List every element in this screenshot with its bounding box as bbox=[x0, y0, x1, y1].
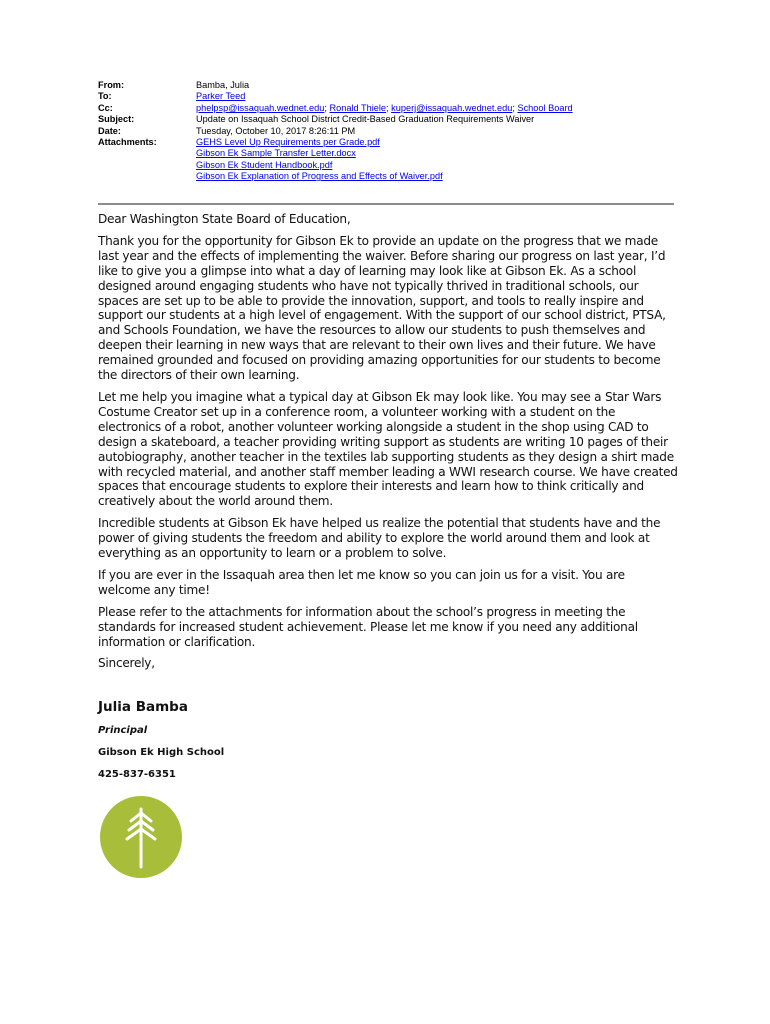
email-header bbox=[98, 80, 674, 183]
subject-label: Subject: bbox=[98, 114, 135, 125]
cc-link-ronald-thiele[interactable]: Ronald Thiele bbox=[329, 102, 387, 113]
letter-body bbox=[98, 212, 678, 678]
signature-school: Gibson Ek High School bbox=[98, 747, 225, 758]
attachments-row bbox=[98, 137, 674, 183]
from-label: From: bbox=[98, 80, 125, 90]
salutation: Dear Washington State Board of Education, bbox=[98, 212, 351, 226]
closing: Sincerely, bbox=[98, 656, 155, 671]
cc-row bbox=[98, 103, 674, 114]
paragraph-1: Thank you for the opportunity for Gibson Ek to provide an update on the progress that we made last year and the effects of implementing the waiver. Before sharing our progress on last year, I’d like to give you a glimpse into what a day of learning may look like at Gibson Ek. As a school designed around engaging students who have not typically thrived in traditional schools, our spaces are set up to be able to provide the innovation, support, and tools to really inspire and support our students at a high level of engagement. With the support of our school district, PTSA, and Schools Foundation, we have the resources to allow our students to push themselves and deepen their learning in new ways that are relevant to their own lives and their future. We have remained grounded and focused on providing amazing opportunities for our students to become the directors of their own learning. bbox=[98, 233, 666, 383]
date-label: Date: bbox=[98, 125, 121, 136]
tree-logo-icon bbox=[99, 795, 183, 879]
subject-value: Update on Issaquah School District Credit-Based Graduation Requirements Waiver bbox=[196, 114, 535, 125]
to-link[interactable]: Parker Teed bbox=[196, 91, 246, 102]
date-row bbox=[98, 126, 674, 137]
attachment-link[interactable]: Gibson Ek Explanation of Progress and Effects of Waiver.pdf bbox=[196, 171, 443, 182]
paragraph-2: Let me help you imagine what a typical day at Gibson Ek may look like. You may see a Star Wars Costume Creator set up in a conference room, a volunteer working with a student on the electronics of a robot, another volunteer working alongside a student in the shop using CAD to design a skateboard, a teacher providing writing support as students are writing 10 pages of their autobiography, another teacher in the textiles lab supporting students as they design a shirt made with recycled material, and another staff member leading a WWI research course. We have created spaces that encourage students to explore their interests and learn how to think critically and creatively about the world around them. bbox=[98, 389, 678, 509]
cc-separator: ; bbox=[512, 102, 515, 113]
to-label: To: bbox=[98, 91, 112, 102]
to-row bbox=[98, 91, 674, 102]
attachments-label: Attachments: bbox=[98, 137, 157, 148]
paragraph-4: If you are ever in the Issaquah area then let me know so you can join us for a visit. You are welcome any time! bbox=[98, 567, 625, 597]
attachment-link[interactable]: Gibson Ek Student Handbook.pdf bbox=[196, 159, 333, 170]
cc-separator: ; bbox=[324, 102, 327, 113]
paragraph-3: Incredible students at Gibson Ek have helped us realize the potential that students have and the power of giving students the freedom and ability to explore the world around them and look at everything as an opportunity to learn or a problem to solve. bbox=[98, 516, 661, 561]
attachment-link[interactable]: GEHS Level Up Requirements per Grade.pdf bbox=[196, 137, 380, 148]
cc-link-kuperj[interactable]: kuperj@issaquah.wednet.edu bbox=[391, 102, 513, 113]
signature-title: Principal bbox=[98, 725, 148, 736]
cc-label: Cc: bbox=[98, 102, 113, 113]
signature-phone: 425-837-6351 bbox=[98, 769, 176, 780]
cc-link-school-board[interactable]: School Board bbox=[517, 102, 573, 113]
school-logo bbox=[99, 795, 183, 879]
date-value: Tuesday, October 10, 2017 8:26:11 PM bbox=[196, 125, 356, 136]
attachment-link[interactable]: Gibson Ek Sample Transfer Letter.docx bbox=[196, 148, 356, 159]
subject-row bbox=[98, 114, 674, 125]
from-row bbox=[98, 80, 674, 91]
from-value: Bamba, Julia bbox=[196, 80, 250, 90]
paragraph-5: Please refer to the attachments for information about the school’s progress in meeting the standards for increased student achievement. Please let me know if you need any additional information or clarification. bbox=[98, 604, 638, 649]
cc-link-phelpsp[interactable]: phelpsp@issaquah.wednet.edu bbox=[196, 102, 325, 113]
signature-name: Julia Bamba bbox=[98, 699, 188, 715]
header-divider bbox=[98, 203, 674, 205]
cc-separator: ; bbox=[386, 102, 389, 113]
